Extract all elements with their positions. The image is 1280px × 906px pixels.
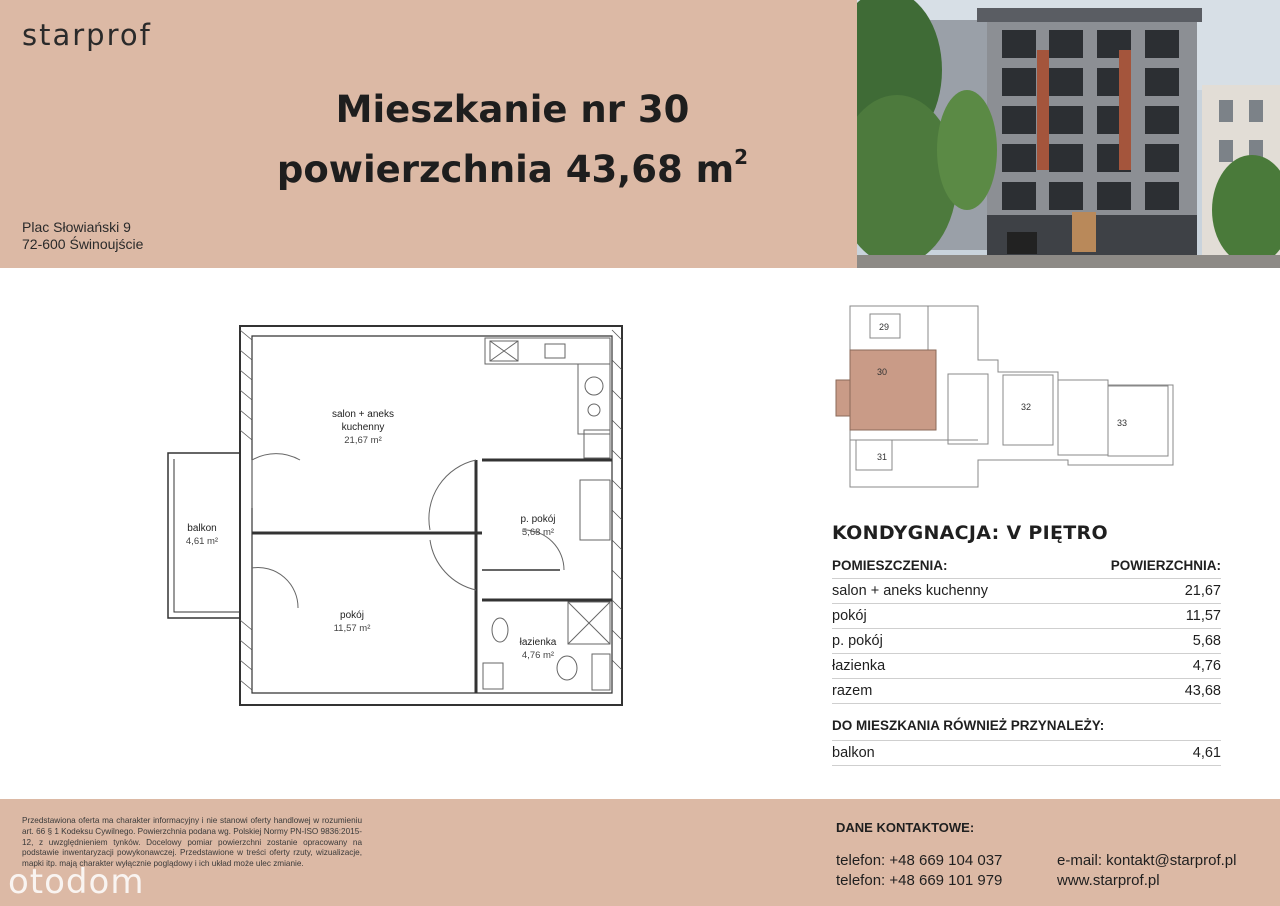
room-area: 43,68 [1184,683,1221,699]
room-name: łazienka [832,658,886,674]
room-area-pokoj: 11,57 m² [333,623,371,634]
room-name: pokój [832,608,867,624]
email-link[interactable]: e-mail: kontakt@starprof.pl [1057,852,1237,869]
room-name: p. pokój [832,633,883,649]
address-city: 72-600 Świnoujście [22,236,144,252]
room-area-p-pokoj: 5,68 m² [521,527,555,538]
area-text: powierzchnia 43,68 m [276,148,735,191]
phone-1[interactable]: telefon: +48 669 104 037 [836,852,1003,869]
unit-label-33: 33 [1116,418,1128,428]
room-label-salon-line2: kuchenny [341,422,385,433]
table-row [832,579,1221,604]
table-row [832,741,1221,766]
unit-label-29: 29 [878,322,890,332]
room-label-p-pokoj: p. pokój [520,514,556,525]
floor-title: KONDYGNACJA: V PIĘTRO [832,522,1108,544]
room-name: balkon [832,745,875,761]
apartment-floor-plan [160,320,640,715]
phone-2[interactable]: telefon: +48 669 101 979 [836,872,1003,889]
footer-panel [0,799,1280,906]
table-row [832,604,1221,629]
col-area-header: POWIERZCHNIA: [1110,558,1221,573]
rooms-table-header [832,554,1221,579]
room-area: 21,67 [1184,583,1221,599]
table-row [832,679,1221,704]
unit-label-30: 30 [876,367,888,377]
room-label-balkon: balkon [187,523,217,534]
room-area: 11,57 [1185,608,1221,624]
room-area-balkon: 4,61 m² [185,536,219,547]
brand-logo: starprof [22,18,152,52]
building-rendering-image [857,0,1280,268]
legal-disclaimer: Przedstawiona oferta ma charakter informacyjny i nie stanowi oferty handlowej w rozumieniu art. 66 § 1 Kodeksu Cywilnego. Powierzchnia podana wg. Polskiej Normy PN-ISO 9836:2015-12, z uwzględnieniem tynków. Docelowy pomiar powierzchni zostanie opracowany na podstawie inwentaryzacji powykonawczej. Przedstawione w treści oferty rzuty, wizualizacje, mapki itp. mają charakter wyłącznie poglądowy i ich układ może ulec zmianie. [22,816,362,869]
col-room-header: POMIESZCZENIA: [832,558,948,573]
room-area-lazienka: 4,76 m² [521,650,555,661]
room-label-lazienka: łazienka [519,637,557,648]
unit-label-32: 32 [1020,402,1032,412]
floor-key-plan [828,300,1178,490]
room-area: 5,68 [1192,633,1221,649]
room-area: 4,61 [1192,745,1221,761]
room-area-salon: 21,67 m² [344,435,382,446]
table-row [832,629,1221,654]
room-name: razem [832,683,873,699]
extra-spaces-title: DO MIESZKANIA RÓWNIEŻ PRZYNALEŻY: [832,718,1105,733]
watermark-logo: otodom [8,862,145,902]
header-panel [0,0,857,268]
website-link[interactable]: www.starprof.pl [1057,872,1160,889]
extra-spaces-table [832,740,1221,766]
address-street: Plac Słowiański 9 [22,219,131,235]
room-label-pokoj: pokój [340,610,364,621]
table-row [832,654,1221,679]
rooms-table [832,554,1221,704]
room-name: salon + aneks kuchenny [832,583,988,599]
room-label-salon-line1: salon + aneks [332,409,394,420]
contact-title: DANE KONTAKTOWE: [836,820,975,835]
room-area: 4,76 [1192,658,1221,674]
area-superscript: 2 [734,145,749,169]
page-title-apartment: Mieszkanie nr 30 [335,88,690,131]
unit-label-31: 31 [876,452,888,462]
